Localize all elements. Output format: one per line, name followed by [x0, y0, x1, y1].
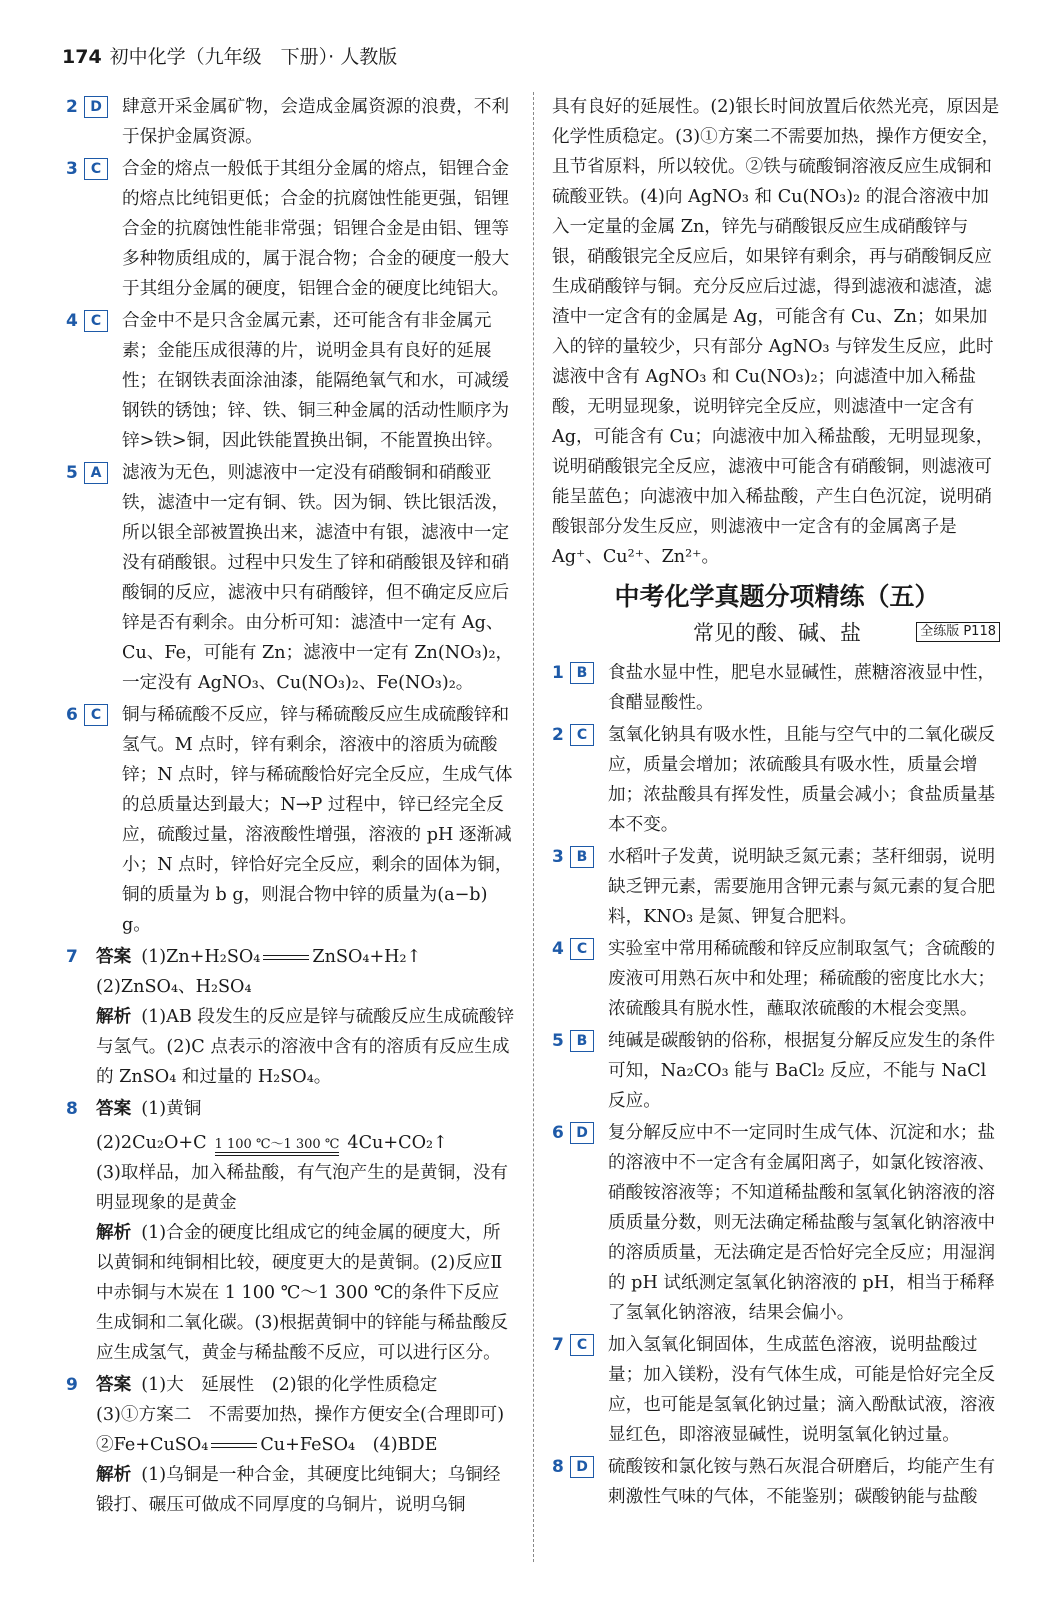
left-column: [66, 92, 522, 1522]
answer-badge: B: [570, 846, 594, 868]
condition-text: 1 100 ℃～1 300 ℃: [214, 1137, 340, 1152]
question-number: 2: [66, 97, 78, 117]
answer-line-2: [96, 1128, 516, 1158]
question-number: 2: [552, 725, 564, 745]
answer-text: (1)黄铜: [141, 1099, 202, 1119]
question-number: 6: [552, 1123, 564, 1143]
question-number: 7: [552, 1335, 564, 1355]
question-1: [552, 658, 1002, 718]
section-title: 中考化学真题分项精练（五）: [614, 582, 940, 611]
analysis: [96, 1218, 516, 1368]
answer-badge: C: [84, 704, 108, 726]
answer-badge: D: [570, 1456, 594, 1478]
explanation-text: 滤液为无色，则滤液中一定没有硝酸铜和硝酸亚铁，滤渣中一定有铜、铁。因为铜、铁比银活泼，所以银全部被置换出来，滤渣中有银，滤液中一定没有硝酸银。过程中只发生了锌和硝酸银及锌和硝酸铜的反应，滤液中只有硝酸锌，但不确定反应后锌是否有剩余。由分析可知：滤渣中一定有 Ag、Cu、Fe，可能有 Zn；滤液中一定有 Zn(NO₃)₂，一定没有 AgNO₃、Cu(NO₃)₂、Fe(NO₃)₂。: [122, 463, 514, 693]
answer-badge: D: [84, 96, 108, 118]
question-9: [66, 1370, 522, 1520]
answer-badge: C: [570, 1334, 594, 1356]
question-2: [552, 720, 1002, 840]
answer-label: 答案: [96, 947, 132, 967]
analysis-label: 解析: [96, 1223, 132, 1243]
question-8: [66, 1094, 516, 1368]
question-number: 5: [66, 463, 78, 483]
answer-line-1: [96, 1370, 516, 1400]
question-4: [552, 934, 1002, 1024]
question-number: 4: [66, 311, 78, 331]
equation-left: (2)2Cu₂O+C: [96, 1133, 207, 1153]
question-number: 1: [552, 663, 564, 683]
answer-line-3: (3)取样品，加入稀盐酸，有气泡产生的是黄铜，没有明显现象的是黄金: [96, 1163, 508, 1213]
explanation-text: 合金中不是只含金属元素，还可能含有非金属元素；金能压成很薄的片，说明金具有良好的延展性；在钢铁表面涂油漆，能隔绝氧气和水，可减缓钢铁的锈蚀；锌、铁、铜三种金属的活动性顺序为锌>铁>铜，因此铁能置换出铜，不能置换出锌。: [122, 311, 510, 451]
explanation-text: 实验室中常用稀硫酸和锌反应制取氢气；含硫酸的废液可用熟石灰中和处理；稀硫酸的密度比水大；浓硫酸具有脱水性，蘸取浓硫酸的木棍会变黑。: [608, 939, 996, 1019]
explanation-text: 氢氧化钠具有吸水性，且能与空气中的二氧化碳反应，质量会增加；浓硫酸具有吸水性，质量会增加；浓盐酸具有挥发性，质量会减小；食盐质量基本不变。: [608, 725, 996, 835]
equation-right: 4Cu+CO₂↑: [347, 1133, 448, 1153]
question-7: [66, 942, 516, 1092]
explanation-text: 硫酸铵和氯化铵与熟石灰混合研磨后，均能产生有刺激性气味的气体，不能鉴别；碳酸钠能与盐酸: [608, 1457, 996, 1507]
answer-badge: D: [570, 1122, 594, 1144]
book-title: 初中化学（九年级 下册）· 人教版: [109, 46, 398, 68]
answer-badge: C: [84, 158, 108, 180]
question-number: 6: [66, 705, 78, 725]
answer-badge: C: [570, 938, 594, 960]
question-3: [552, 842, 1002, 932]
answer-line-1: [96, 942, 516, 972]
question-number: 5: [552, 1031, 564, 1051]
answer-badge: A: [84, 462, 108, 484]
question-6: [66, 700, 516, 940]
explanation-text: 肆意开采金属矿物，会造成金属资源的浪费，不利于保护金属资源。: [122, 97, 510, 147]
question-number: 8: [552, 1457, 564, 1477]
question-4: [66, 306, 516, 456]
answer-badge: C: [570, 724, 594, 746]
equation-right: Cu+FeSO₄ (4)BDE: [260, 1435, 438, 1455]
question-3: [66, 154, 516, 304]
question-number: 9: [66, 1375, 78, 1395]
explanation-text: 复分解反应中不一定同时生成气体、沉淀和水；盐的溶液中不一定含有金属阳离子，如氯化铵溶液、硝酸铵溶液等；不知道稀盐酸和氢氧化钠溶液的溶质质量分数，则无法确定稀盐酸与氢氧化钠溶液中的溶质质量，无法确定是否恰好完全反应；用湿润的 pH 试纸测定氢氧化钠溶液的 pH，相当于稀释了氢氧化钠溶液，结果会偏小。: [608, 1123, 996, 1323]
explanation-text: 食盐水显中性，肥皂水显碱性，蔗糖溶液显中性，食醋显酸性。: [608, 663, 996, 713]
answer-badge: B: [570, 1030, 594, 1052]
page-header: [62, 42, 397, 69]
analysis-text: (1)合金的硬度比组成它的纯金属的硬度大，所以黄铜和纯铜相比较，硬度更大的是黄铜。(2)反应Ⅱ中赤铜与木炭在 1 100 ℃～1 300 ℃的条件下反应生成铜和二氧化碳。(3)根据黄铜中的锌能与稀盐酸反应生成氢气，黄金与稀盐酸不反应，可以进行区分。: [96, 1223, 508, 1363]
answer-badge: B: [570, 662, 594, 684]
explanation-text: 水稻叶子发黄，说明缺乏氮元素；茎秆细弱，说明缺乏钾元素，需要施用含钾元素与氮元素的复合肥料，KNO₃ 是氮、钾复合肥料。: [608, 847, 996, 927]
equals-sign: [215, 1152, 340, 1156]
explanation-text: 铜与稀硫酸不反应，锌与稀硫酸反应生成硫酸锌和氢气。M 点时，锌有剩余，溶液中的溶质为硫酸锌；N 点时，锌与稀硫酸恰好完全反应，生成气体的总质量达到最大；N→P 过程中，锌已经完全反应，硫酸过量，溶液酸性增强，溶液的 pH 逐渐减小；N 点时，锌恰好完全反应，剩余的固体为铜，铜的质量为 b g，则混合物中锌的质量为(a−b) g。: [122, 705, 513, 935]
page-number: 174: [62, 46, 102, 68]
section-subtitle-text: 常见的酸、碱、盐: [693, 621, 861, 645]
question-number: 8: [66, 1099, 78, 1119]
answer-line-2: (2)ZnSO₄、H₂SO₄: [96, 977, 252, 997]
question-2: [66, 92, 516, 152]
equation-right: ZnSO₄+H₂↑: [312, 947, 422, 967]
question-number: 7: [66, 947, 78, 967]
explanation-text: 加入氢氧化铜固体，生成蓝色溶液，说明盐酸过量；加入镁粉，没有气体生成，可能是恰好完全反应，也可能是氢氧化钠过量；滴入酚酞试液，溶液显红色，即溶液显碱性，说明氢氧化钠过量。: [608, 1335, 996, 1445]
answer-text: (1)大 延展性 (2)银的化学性质稳定: [141, 1375, 438, 1395]
question-6: [552, 1118, 1002, 1328]
question-7: [552, 1330, 1002, 1450]
equals-sign: [211, 1443, 257, 1448]
reaction-condition: [211, 1138, 344, 1156]
explanation-text: 纯碱是碳酸钠的俗称，根据复分解反应发生的条件可知，Na₂CO₃ 能与 BaCl₂ 反应，不能与 NaCl 反应。: [608, 1031, 996, 1111]
answer-line-2: [96, 1400, 522, 1460]
analysis: [96, 1002, 516, 1092]
right-column: [552, 92, 1002, 1514]
analysis: [96, 1460, 516, 1520]
equation-left: (3)①方案二 不需要加热，操作方便安全(合理即可) ②Fe+CuSO₄: [96, 1405, 522, 1455]
column-divider: [533, 92, 534, 1562]
question-number: 3: [552, 847, 564, 867]
answer-label: 答案: [96, 1375, 132, 1395]
equation-left: (1)Zn+H₂SO₄: [141, 947, 261, 967]
section-subtitle: [552, 618, 1002, 648]
equals-sign: [263, 955, 309, 960]
question-5: [552, 1026, 1002, 1116]
question-number: 4: [552, 939, 564, 959]
page-reference: 全练版 P118: [916, 622, 1000, 642]
question-number: 3: [66, 159, 78, 179]
answer-label: 答案: [96, 1099, 132, 1119]
analysis-text: (1)AB 段发生的反应是锌与硫酸反应生成硫酸锌与氢气。(2)C 点表示的溶液中含有的溶质有反应生成的 ZnSO₄ 和过量的 H₂SO₄。: [96, 1007, 515, 1087]
question-5: [66, 458, 516, 698]
analysis-label: 解析: [96, 1465, 132, 1485]
analysis-label: 解析: [96, 1007, 132, 1027]
analysis-text: (1)乌铜是一种合金，其硬度比纯铜大；乌铜经锻打、碾压可做成不同厚度的乌铜片，说明乌铜: [96, 1465, 501, 1515]
answer-badge: C: [84, 310, 108, 332]
explanation-text: 合金的熔点一般低于其组分金属的熔点，铝锂合金的熔点比纯铝更低；合金的抗腐蚀性能更强，铝锂合金的抗腐蚀性能非常强；铝锂合金是由铝、锂等多种物质组成的，属于混合物；合金的硬度一般大于其组分金属的硬度，铝锂合金的硬度比纯铝大。: [122, 159, 510, 299]
answer-line-1: [96, 1094, 516, 1124]
question-8: [552, 1452, 1002, 1512]
continued-analysis: 具有良好的延展性。(2)银长时间放置后依然光亮，原因是化学性质稳定。(3)①方案二不需要加热，操作方便安全，且节省原料，所以较优。②铁与硫酸铜溶液反应生成铜和硫酸亚铁。(4)向 AgNO₃ 和 Cu(NO₃)₂ 的混合溶液中加入一定量的金属 Zn，锌先与硝酸银反应生成硝酸锌与银，硝酸银完全反应后，如果锌有剩余，再与硝酸铜反应生成硝酸锌与铜。充分反应后过滤，得到滤液和滤渣，滤渣中一定含有的金属是 Ag，可能含有 Cu、Zn；如果加入的锌的量较少，只有部分 AgNO₃ 与锌发生反应，此时滤液中含有 AgNO₃ 和 Cu(NO₃)₂；向滤渣中加入稀盐酸，无明显现象，说明锌完全反应，则滤渣中一定含有 Ag，可能含有 Cu；向滤液中加入稀盐酸，无明显现象，说明硝酸银完全反应，滤液中可能含有硝酸铜，则滤液可能呈蓝色；向滤液中加入稀盐酸，产生白色沉淀，说明硝酸银部分发生反应，则滤液中一定含有的金属离子是 Ag⁺、Cu²⁺、Zn²⁺。: [552, 97, 1000, 567]
